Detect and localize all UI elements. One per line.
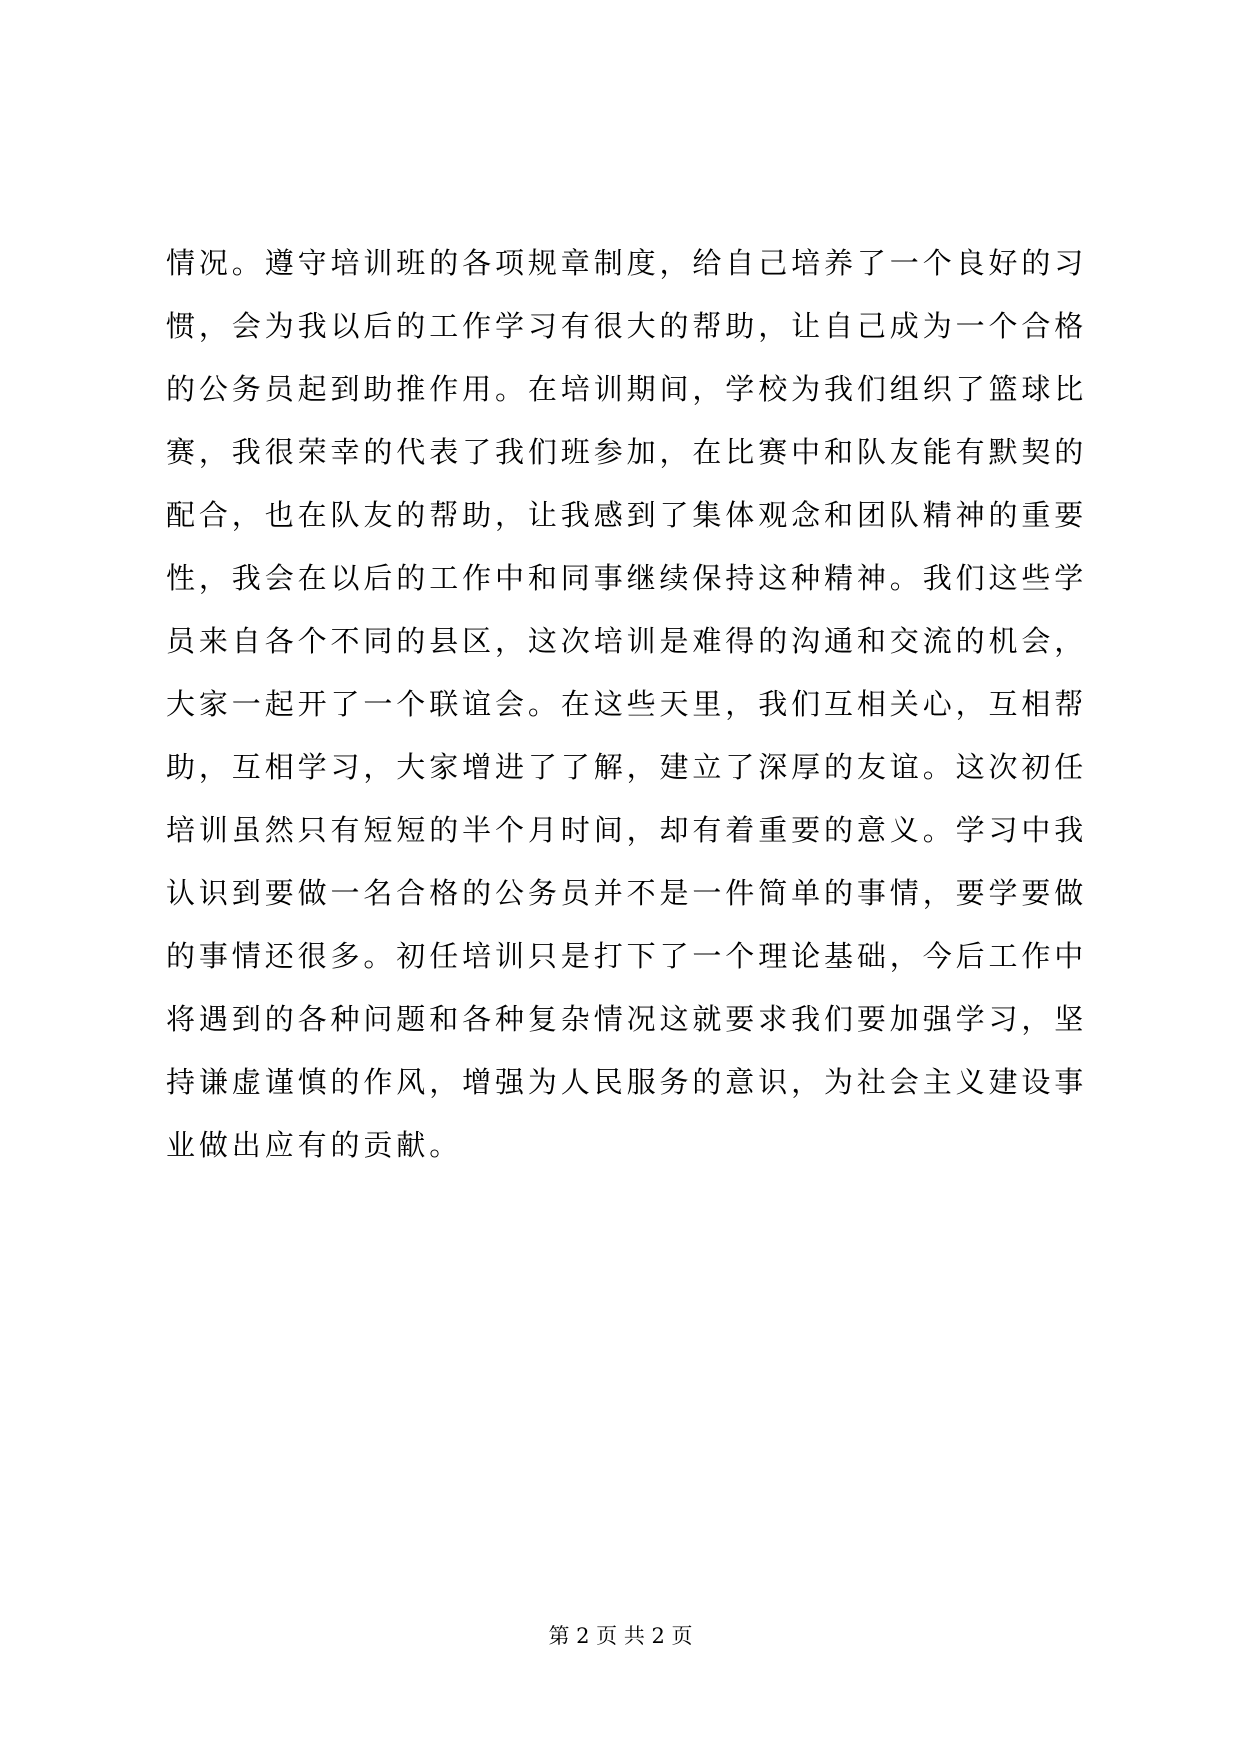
text-line: 将遇到的各种问题和各种复杂情况这就要求我们要加强学习，坚 xyxy=(166,1002,1088,1036)
text-line: 性，我会在以后的工作中和同事继续保持这种精神。我们这些学 xyxy=(166,561,1088,595)
body-paragraph xyxy=(166,232,1106,1177)
text-line: 助，互相学习，大家增进了了解，建立了深厚的友谊。这次初任 xyxy=(166,750,1088,784)
page-number-footer: 第 2 页 共 2 页 xyxy=(548,1624,693,1648)
text-line: 的公务员起到助推作用。在培训期间，学校为我们组织了篮球比 xyxy=(166,372,1088,406)
text-line: 赛，我很荣幸的代表了我们班参加，在比赛中和队友能有默契的 xyxy=(166,435,1088,469)
text-line: 情况。遵守培训班的各项规章制度，给自己培养了一个良好的习 xyxy=(166,246,1088,280)
text-line: 培训虽然只有短短的半个月时间，却有着重要的意义。学习中我 xyxy=(166,813,1088,847)
text-line: 惯，会为我以后的工作学习有很大的帮助，让自己成为一个合格 xyxy=(166,309,1088,343)
text-line: 的事情还很多。初任培训只是打下了一个理论基础，今后工作中 xyxy=(166,939,1088,973)
text-line: 认识到要做一名合格的公务员并不是一件简单的事情，要学要做 xyxy=(166,876,1088,910)
text-line: 配合，也在队友的帮助，让我感到了集体观念和团队精神的重要 xyxy=(166,498,1088,532)
text-line: 业做出应有的贡献。 xyxy=(166,1128,463,1162)
text-line: 持谦虚谨慎的作风，增强为人民服务的意识，为社会主义建设事 xyxy=(166,1065,1088,1099)
text-line: 员来自各个不同的县区，这次培训是难得的沟通和交流的机会， xyxy=(166,624,1088,658)
text-line: 大家一起开了一个联谊会。在这些天里，我们互相关心，互相帮 xyxy=(166,687,1088,721)
